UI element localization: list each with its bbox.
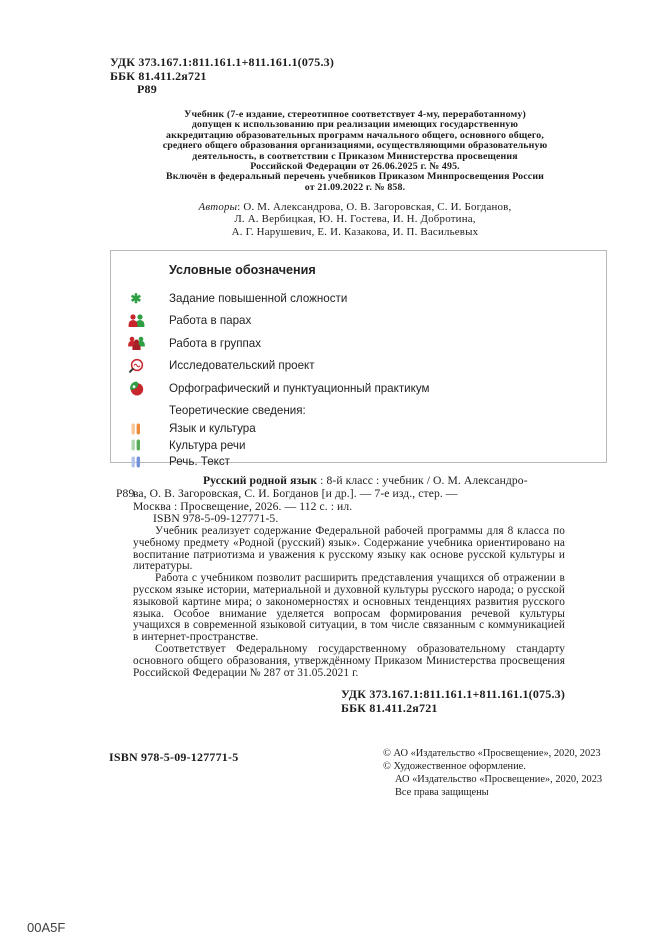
blue-bars-icon — [127, 456, 145, 468]
authors-names: : О. М. Александрова, О. В. Загоровская, С. И. Богданов, — [237, 201, 512, 213]
copyright-line: Все права защищены — [395, 787, 489, 798]
annotation-paragraph: Работа с учебником позволит расширить представления учащихся об отражении в русском языке истории, материальной и духовной культуры русского народа; о русской языковой картине мира; о закономерностях и основных тенденциях развития русского языка. Особое внимание уделяется вопросам формирования речевой культуры учащихся в современной языковой ситуации, в том числе связанным с коммуникацией в интернет-пространстве. — [133, 572, 565, 644]
legend-inner — [111, 251, 606, 470]
bibliographic-record — [116, 474, 573, 526]
biblio-isbn-line: ISBN 978-5-09-127771-5. — [153, 512, 279, 526]
theory-header: Теоретические сведения: — [169, 403, 306, 417]
legend-item-label: Исследовательский проект — [169, 359, 315, 373]
biblio-line: ва, О. В. Загоровская, С. И. Богданов [и др.]. — 7-е изд., стер. — — [133, 486, 458, 500]
legend-item-label: Речь. Текст — [169, 455, 230, 469]
authors-line: А. Г. Нарушевич, Е. И. Казакова, И. П. Васильевых — [231, 225, 479, 238]
legend-item-label: Задание повышенной сложности — [169, 291, 348, 305]
legend-item — [127, 437, 592, 454]
catalog-codes-bottom — [341, 688, 565, 715]
notice-line: среднего общего образования организациями, осуществляющими образовательную — [162, 140, 548, 152]
authors-line — [75, 201, 635, 213]
legend-item — [127, 454, 592, 471]
authors-block — [75, 201, 635, 238]
legend-item-label: Работа в группах — [169, 336, 262, 350]
notice-line: Российской Федерации от 26.06.2025 г. № 495. — [250, 161, 460, 173]
biblio-line — [133, 475, 573, 488]
biblio-line: Москва : Просвещение, 2026. — 112 с. : ил. — [133, 499, 353, 513]
annotation-paragraph: Учебник реализует содержание Федеральной рабочей программы для 8 класса по учебному предмету «Родной (русский) язык». Содержание учебника ориентировано на воспитание патриотизма и уважения к русскому языку как основе русской культуры и литературы. — [133, 525, 565, 573]
legend-item — [127, 377, 592, 400]
annotation — [133, 526, 565, 679]
legend-item — [127, 421, 592, 438]
copyright-line: © Художественное оформление. — [383, 761, 526, 772]
pair-work-icon — [127, 314, 145, 327]
legend-item — [127, 355, 592, 378]
udk-line: УДК 373.167.1:811.161.1+811.161.1(075.3) — [341, 687, 566, 701]
legend-box — [110, 250, 607, 469]
orange-bars-icon — [127, 423, 145, 435]
catalog-codes-top — [110, 56, 334, 97]
legend-item-label: Работа в парах — [169, 314, 252, 328]
copyright-line: © АО «Издательство «Просвещение», 2020, 2023 — [383, 748, 601, 759]
copyright-line: АО «Издательство «Просвещение», 2020, 2023 — [395, 774, 603, 785]
print-code: 00A5F — [27, 920, 66, 935]
bbk-line: ББК 81.411.2я721 — [341, 700, 438, 715]
catalog-code: Р89 — [116, 486, 135, 500]
legend-item-label: Язык и культура — [169, 422, 256, 436]
research-project-icon — [127, 358, 145, 374]
notice-line: Включён в федеральный перечень учебников Приказом Минпросвещения России — [165, 171, 545, 183]
approval-notice — [75, 110, 635, 193]
legend-item — [127, 332, 592, 355]
authors-label: Авторы — [198, 201, 238, 213]
copyright-block — [383, 747, 602, 799]
legend-item — [127, 310, 592, 333]
spelling-practicum-icon — [127, 381, 145, 396]
group-work-icon — [127, 336, 145, 350]
legend-item — [127, 287, 592, 310]
bbk-line: ББК 81.411.2я721 — [110, 68, 207, 83]
authors-line: Л. А. Вербицкая, Ю. Н. Гостева, И. Н. Добротина, — [234, 213, 476, 226]
notice-line: аккредитацию образовательных программ начального общего, основного общего, — [166, 129, 544, 141]
green-bars-icon — [127, 439, 145, 451]
isbn: ISBN 978-5-09-127771-5 — [109, 750, 239, 764]
asterisk-icon: ✱ — [130, 290, 142, 306]
udk-line: УДК 373.167.1:811.161.1+811.161.1(075.3) — [110, 55, 335, 69]
notice-line: допущен к использованию при реализации имеющих государственную — [191, 119, 519, 131]
annotation-paragraph: Соответствует Федеральному государственному образовательному стандарту основного общего образования, утверждённому Приказом Министерства просвещения Российской Федерации № 287 от 31.05.2021 г. — [133, 642, 565, 679]
legend-item-label: Культура речи — [169, 438, 246, 452]
notice-line: Учебник (7-е издание, стереотипное соответствует 4-му, переработанному) — [184, 109, 526, 120]
notice-line: деятельность, в соответствии с Приказом Министерства просвещения — [192, 150, 518, 162]
legend-item-label: Орфографический и пунктуационный практикум — [169, 381, 430, 395]
biblio-text: : 8-й класс : учебник / О. М. Александро- — [317, 474, 528, 487]
catalog-code: Р89 — [137, 82, 157, 96]
notice-line: от 21.09.2022 г. № 858. — [304, 181, 406, 193]
legend-title: Условные обозначения — [169, 263, 316, 277]
book-title: Русский родной язык — [203, 474, 318, 487]
